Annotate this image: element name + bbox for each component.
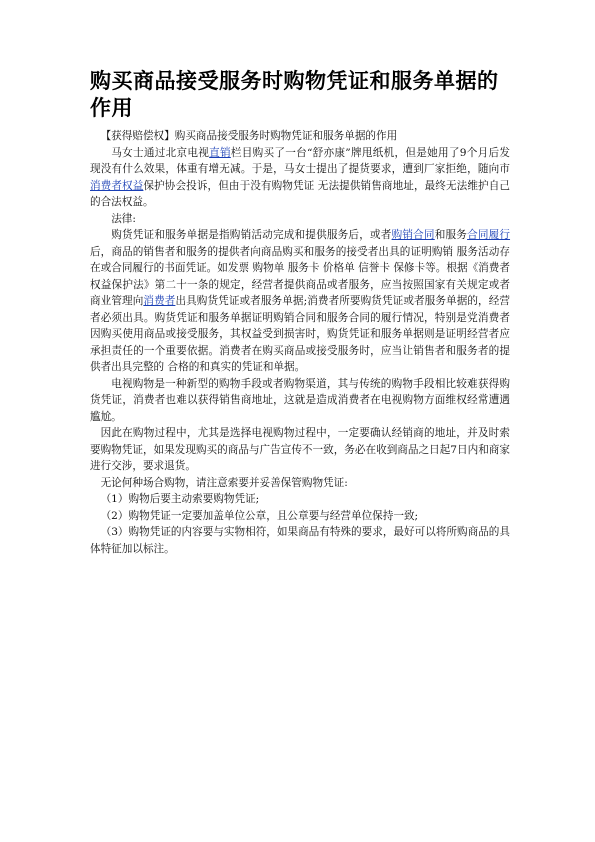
therefore-paragraph: 因此在购物过程中，尤其是选择电视购物过程中，一定要确认经销商的地址，并及时索要购物凭证，如果发现购买的商品与广告宣传不一致，务必在收到商品之日起7日内和商家进行交涉，要求退货。 xyxy=(90,427,510,472)
law-text-3: 后，商品的销售者和服务的提供者向商品购买和服务的接受者出具的证明购销 服务活动存在或合同履行的书面凭证。如发票 购物单 服务卡 价格单 信誉卡 保修卡等。根据《消费者权益保护法》第二十一条的规定，经营者提供商品或者服务，应当按照国家有关规定或者商业管理向 xyxy=(90,245,510,307)
link-consumer-rights[interactable]: 消费者权益 xyxy=(90,179,144,192)
link-contract-performance[interactable]: 合同履行 xyxy=(467,229,511,241)
list-item: （3）购物凭证的内容要与实物相符，如果商品有特殊的要求，最好可以将所购商品的具体特征加以标注。 xyxy=(90,526,510,555)
case-text-3: 保护协会投诉，但由于没有购物凭证 无法提供销售商地址，最终无法维护自己的合法权益。 xyxy=(90,179,510,208)
law-text-2: 和服务 xyxy=(434,229,468,241)
list-item: （1）购物后要主动索要购物凭证; xyxy=(100,493,260,505)
document-title: 购买商品接受服务时购物凭证和服务单据的作用 xyxy=(90,69,499,120)
case-text-2: 栏目购买了一台“舒亦康”牌甩纸机，但是她用了9个月后发现没有什么效果，体重有增无减。于是，马女士提出了提货要求，遭到厂家拒绝，随向市 xyxy=(90,146,511,175)
link-consumer[interactable]: 消费者 xyxy=(143,295,176,307)
case-paragraph xyxy=(90,145,510,211)
law-paragraph xyxy=(90,227,510,376)
any-occasion-paragraph: 无论何种场合购物，请注意索要并妥善保管购物凭证: xyxy=(100,476,348,489)
tv-shopping-paragraph: 电视购物是一种新型的购物手段或者购物渠道，其与传统的购物手段相比较难获得购货凭证，消费者也难以获得销售商地址，这就是造成消费者在电视购物方面维权经常遭遇尴尬。 xyxy=(90,377,510,423)
document-page xyxy=(90,68,510,557)
law-label: 法律: xyxy=(111,212,136,225)
lead-paragraph: 【获得赔偿权】购买商品接受服务时购物凭证和服务单据的作用 xyxy=(100,130,398,142)
link-direct-sales[interactable]: 直销 xyxy=(209,146,231,159)
list-item: （2）购物凭证一定要加盖单位公章，且公章要与经营单位保持一致; xyxy=(100,509,419,522)
link-sales-contract[interactable]: 购销合同 xyxy=(391,229,435,241)
law-text-1: 购货凭证和服务单据是指购销活动完成和提供服务后，或者 xyxy=(111,229,392,241)
law-text-4: 出具购货凭证或者服务单据;消费者所要购货凭证或者服务单据的，经营者必须出具。购货凭证和服务单据证明购销合同和服务合同的履行情况，特别是党消费者因购买使用商品或接受服务，其权益受到损害时，购货凭证和服务单据则是证明经营者应承担责任的一个重要依据。消费者在购买商品或接受服务时，应当让销售者和服务者的提供者出具完整的 合格的和真实的凭证和单据。 xyxy=(90,295,511,373)
case-text-1: 马女士通过北京电视 xyxy=(111,146,210,159)
